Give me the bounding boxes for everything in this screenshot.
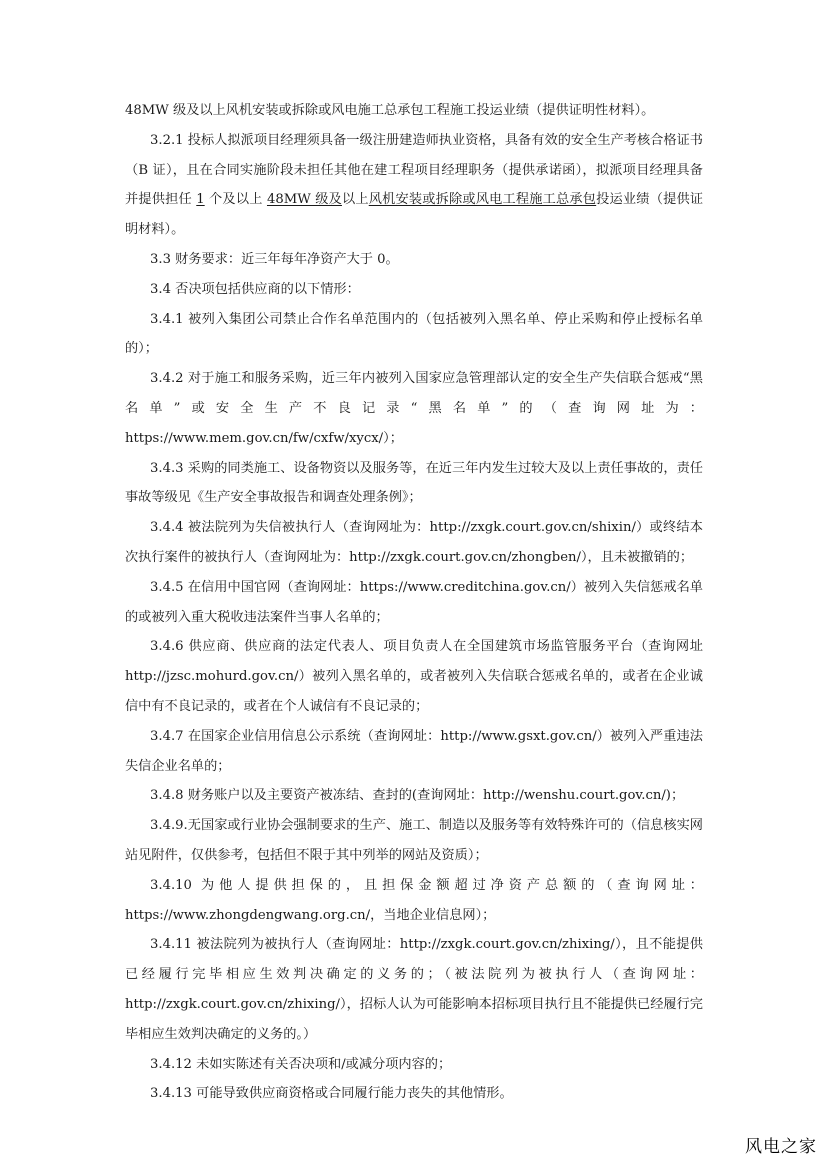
watermark-text: 风电之家 <box>745 1137 817 1157</box>
paragraph-3-4-10: 3.4.10 为他人提供担保的，且担保金额超过净资产总额的（查询网址：https://www.zhongdengwang.org.cn/，当地企业信息网）； <box>125 877 703 923</box>
paragraph-3-4-12: 3.4.12 未如实陈述有关否决项和/或减分项内容的； <box>150 1056 452 1072</box>
text-segment: 个及以上 <box>204 192 267 208</box>
text-segment: 投运业绩（提供证明材料）。 <box>125 192 704 238</box>
paragraph-3-4-9: 3.4.9.无国家或行业协会强制要求的生产、施工、制造以及服务等有效特殊许可的（信息核实网站见附件，仅供参考，包括但不限于其中列举的网站及资质）； <box>125 818 703 863</box>
document-body <box>125 96 703 1109</box>
text-segment: 3.2.1 投标人拟派项目经理须具备一级注册建造师执业资格，具备有效的安全生产考核合格证书（B 证），且在合同实施阶段未担任其他在建工程项目经理职务（提供承诺函），拟派项目经理具备并提供担任 <box>125 132 703 208</box>
paragraph-3-4: 3.4 否决项包括供应商的以下情形： <box>150 281 360 297</box>
underlined-segment: 风机安装或拆除或风电工程施工总承包 <box>368 192 597 208</box>
paragraph-3-4-6: 3.4.6 供应商、供应商的法定代表人、项目负责人在全国建筑市场监管服务平台（查询网址 http://jzsc.mohurd.gov.cn/）被列入黑名单的，或者被列入失信联合惩戒名单的，或者在企业诚信中有不良记录的，或者在个人诚信有不良记录的； <box>125 639 703 714</box>
paragraph-3-4-5: 3.4.5 在信用中国官网（查询网址：https://www.creditchina.gov.cn/）被列入失信惩戒名单的或被列入重大税收违法案件当事人名单的； <box>125 579 703 625</box>
underlined-segment: 48MW 级及 <box>266 192 342 208</box>
paragraph-3-2-1 <box>125 126 703 245</box>
paragraph-continuation: 48MW 级及以上风机安装或拆除或风电施工总承包工程施工投运业绩（提供证明性材料）。 <box>125 103 655 118</box>
paragraph-3-4-1: 3.4.1 被列入集团公司禁止合作名单范围内的（包括被列入黑名单、停止采购和停止授标名单的）； <box>125 311 703 357</box>
paragraph-3-4-11: 3.4.11 被法院列为被执行人（查询网址：http://zxgk.court.gov.cn/zhixing/），且不能提供已经履行完毕相应生效判决确定的义务的；（被法院列为被执行人（查询网址：http://zxgk.court.gov.cn/zhixing/），招标人认为可能影响本招标项目执行且不能提供已经履行完毕相应生效判决确定的义务的。） <box>125 937 703 1042</box>
paragraph-3-4-7: 3.4.7 在国家企业信用信息公示系统（查询网址：http://www.gsxt.gov.cn/）被列入严重违法失信企业名单的； <box>125 728 703 774</box>
paragraph-3-4-2: 3.4.2 对于施工和服务采购，近三年内被列入国家应急管理部认定的安全生产失信联合惩戒“黑名单”或安全生产不良记录“黑名单”的（查询网址为：https://www.mem.gov.cn/fw/cxfw/xycx/）； <box>125 371 703 446</box>
paragraph-3-4-4: 3.4.4 被法院列为失信被执行人（查询网址为：http://zxgk.court.gov.cn/shixin/）或终结本次执行案件的被执行人（查询网址为：http://zxgk.court.gov.cn/zhongben/），且未被撤销的； <box>125 520 703 565</box>
paragraph-3-4-3: 3.4.3 采购的同类施工、设备物资以及服务等，在近三年内发生过较大及以上责任事故的，责任事故等级见《生产安全事故报告和调查处理条例》； <box>125 460 703 506</box>
paragraph-3-4-8: 3.4.8 财务账户以及主要资产被冻结、查封的(查询网址：http://wenshu.court.gov.cn/)； <box>150 788 685 804</box>
paragraph-3-3: 3.3 财务要求：近三年每年净资产大于 0。 <box>150 251 399 267</box>
text-segment: 以上 <box>341 192 369 208</box>
underlined-segment: 1 <box>196 192 205 208</box>
paragraph-3-4-13: 3.4.13 可能导致供应商资格或合同履行能力丧失的其他情形。 <box>150 1086 513 1102</box>
